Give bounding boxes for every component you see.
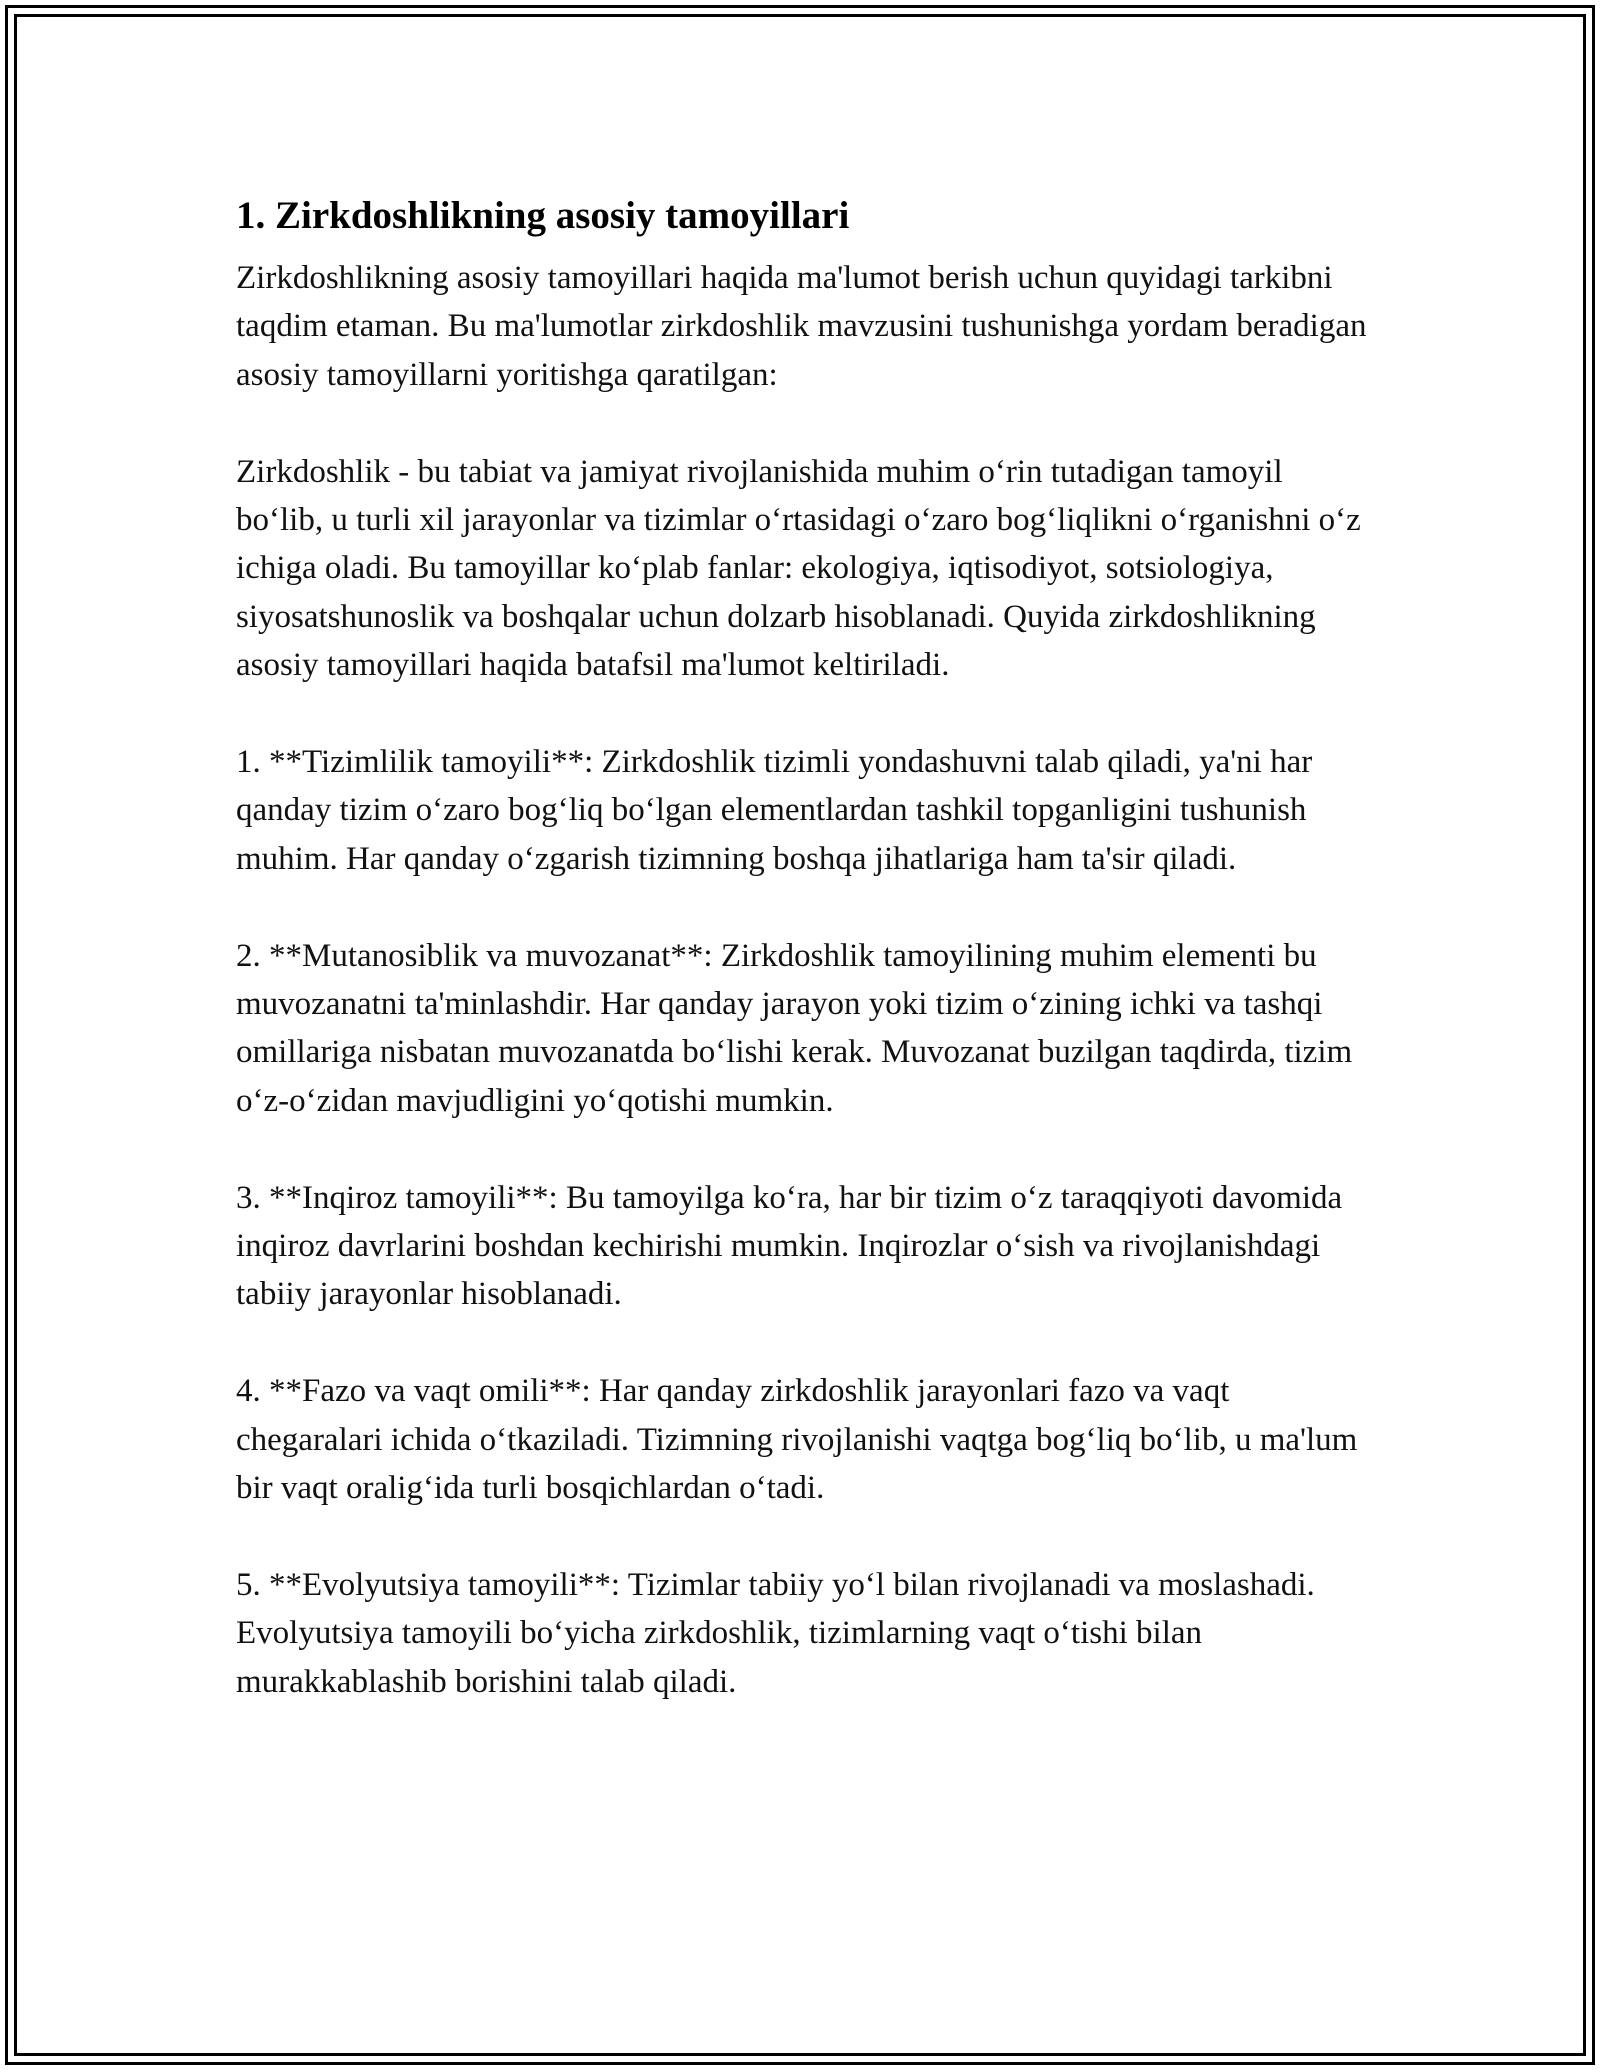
principle-space-time-paragraph: 4. **Fazo va vaqt omili**: Har qanday zirkdoshlik jarayonlari fazo va vaqt chegaralari ichida oʻtkaziladi. Tizimning rivojlanishi vaqtga bogʻliq boʻlib, u ma'lum bir vaqt oraligʻida turli bosqichlardan oʻtadi. bbox=[236, 1373, 1358, 1507]
principle-evolution-paragraph: 5. **Evolyutsiya tamoyili**: Tizimlar tabiiy yoʻl bilan rivojlanadi va moslashadi. Evolyutsiya tamoyili boʻyicha zirkdoshlik, tizimlarning vaqt oʻtishi bilan murakkablashib borishini talab qiladi. bbox=[236, 1566, 1315, 1700]
overview-paragraph: Zirkdoshlik - bu tabiat va jamiyat rivojlanishida muhim oʻrin tutadigan tamoyil boʻlib, u turli xil jarayonlar va tizimlar oʻrtasidagi oʻzaro bogʻliqlikni oʻrganishni oʻz ichiga oladi. Bu tamoyillar koʻplab fanlar: ekologiya, iqtisodiyot, sotsiologiya, siyosatshunoslik va boshqalar uchun dolzarb hisoblanadi. Quyida zirkdoshlikning asosiy tamoyillari haqida batafsil ma'lumot keltiriladi. bbox=[236, 453, 1361, 684]
principle-systemic-paragraph: 1. **Tizimlilik tamoyili**: Zirkdoshlik tizimli yondashuvni talab qiladi, ya'ni har qanday tizim oʻzaro bogʻliq boʻlgan elementlardan tashkil topganligini tushunish muhim. Har qanday oʻzgarish tizimning boshqa jihatlariga ham ta'sir qiladi. bbox=[236, 744, 1313, 877]
section-heading: 1. Zirkdoshlikning asosiy tamoyillari bbox=[236, 194, 850, 237]
intro-paragraph: Zirkdoshlikning asosiy tamoyillari haqida ma'lumot berish uchun quyidagi tarkibni taqdim etaman. Bu ma'lumotlar zirkdoshlik mavzusini tushunishga yordam beradigan asosiy tamoyillarni yoritishga qaratilgan: bbox=[236, 260, 1367, 393]
principle-crisis-paragraph: 3. **Inqiroz tamoyili**: Bu tamoyilga koʻra, har bir tizim oʻz taraqqiyoti davomida inqiroz davrlarini boshdan kechirishi mumkin. Inqirozlar oʻsish va rivojlanishdagi tabiiy jarayonlar hisoblanadi. bbox=[236, 1179, 1343, 1313]
document-body bbox=[236, 186, 1376, 1706]
principle-balance-paragraph: 2. **Mutanosiblik va muvozanat**: Zirkdoshlik tamoyilining muhim elementi bu muvozanatni ta'minlashdir. Har qanday jarayon yoki tizim oʻzining ichki va tashqi omillariga nisbatan muvozanatda boʻlishi kerak. Muvozanat buzilgan taqdirda, tizim oʻz-oʻzidan mavjudligini yoʻqotishi mumkin. bbox=[236, 937, 1353, 1119]
